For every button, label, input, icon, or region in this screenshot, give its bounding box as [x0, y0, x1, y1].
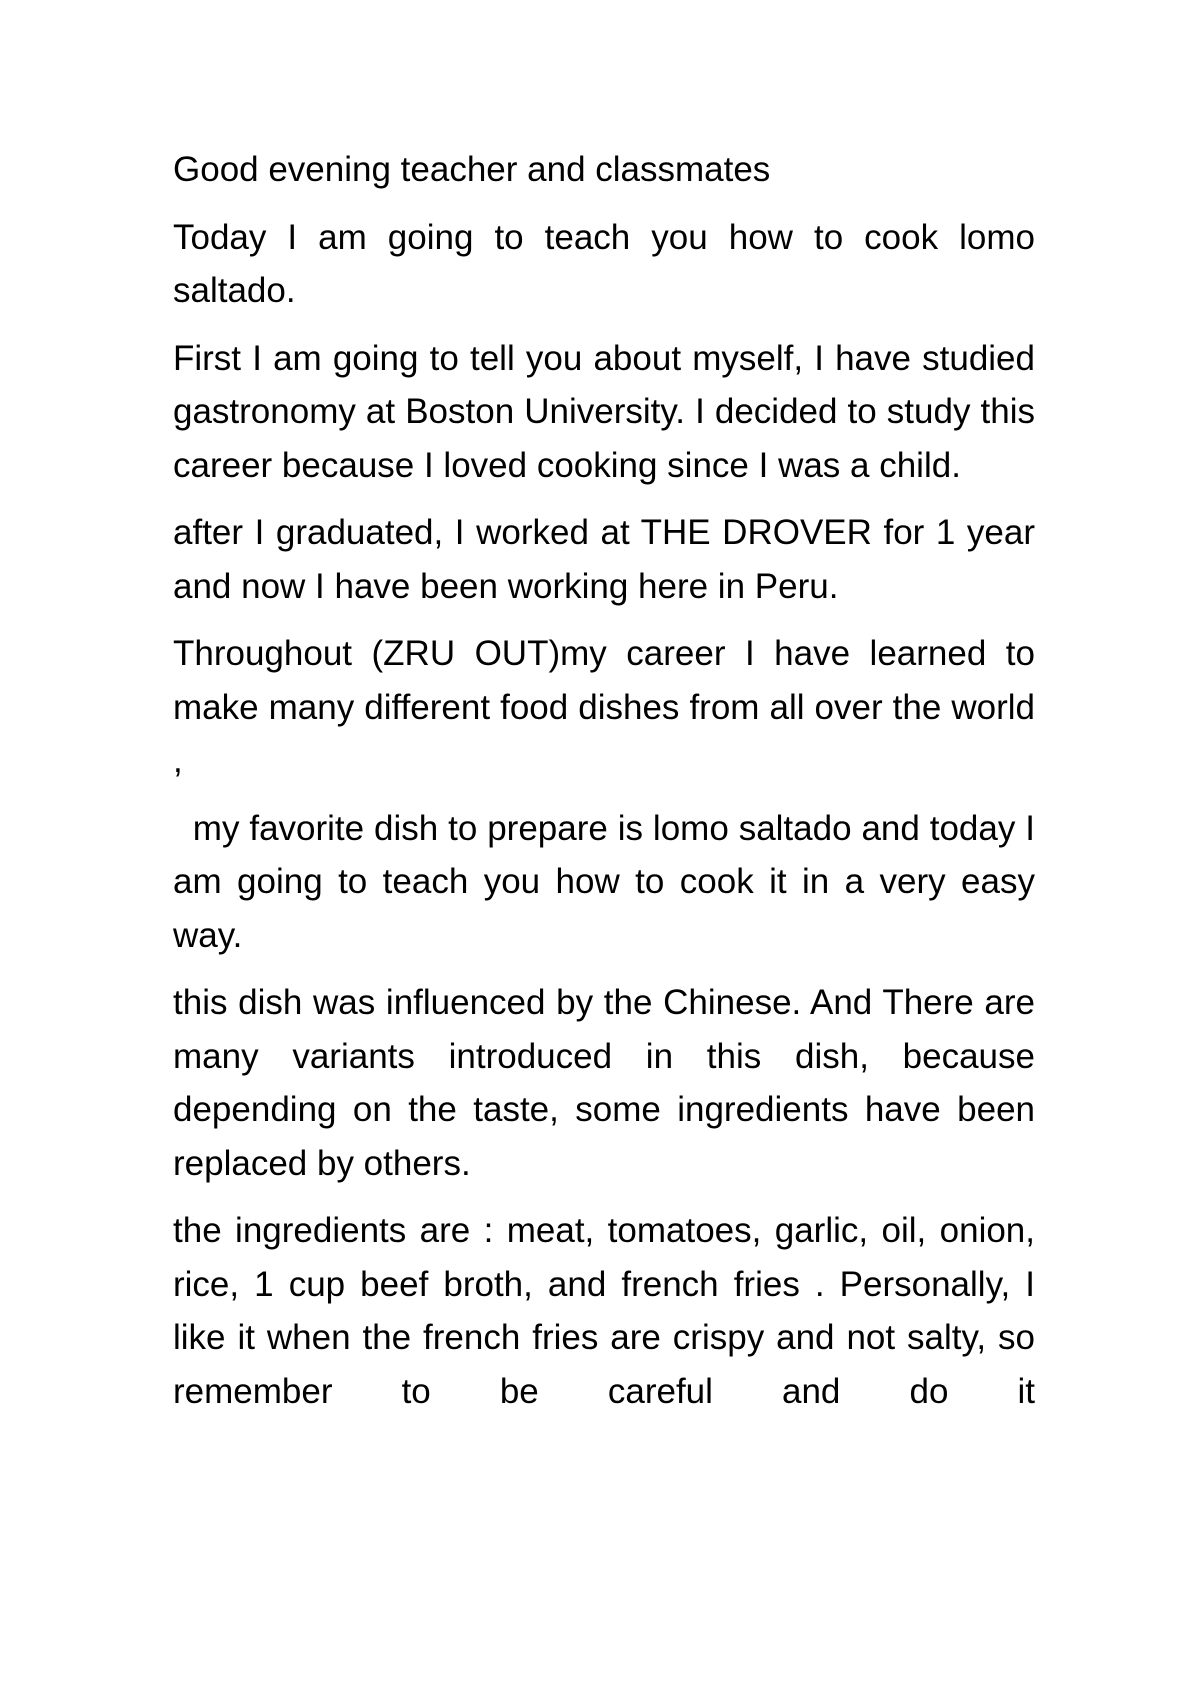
- paragraph-about-myself: First I am going to tell you about myself, I have studied gastronomy at Boston University. I decided to study this career because I loved cooking since I was a child.: [173, 338, 1035, 485]
- paragraph-intro: Today I am going to teach you how to cook lomo saltado.: [173, 217, 1035, 310]
- paragraph-dish-history: this dish was influenced by the Chinese. And There are many variants introduced in this dish, because depending on the taste, some ingredients have been replaced by others.: [173, 983, 1035, 1183]
- paragraph-greeting: Good evening teacher and classmates: [173, 150, 771, 189]
- document-body: [173, 143, 1035, 1432]
- paragraph-career: Throughout (ZRU OUT)my career I have learned to make many different food dishes from all over the world ,: [173, 634, 1035, 780]
- paragraph-favorite-dish: my favorite dish to prepare is lomo saltado and today I am going to teach you how to cook it in a very easy way.: [173, 808, 1035, 955]
- paragraph-ingredients: the ingredients are : meat, tomatoes, garlic, oil, onion, rice, 1 cup beef broth, and french fries . Personally, I like it when the french fries are crispy and not salty, so remember to be careful and do it: [173, 1211, 1035, 1411]
- paragraph-work-history: after I graduated, I worked at THE DROVER for 1 year and now I have been working here in Peru.: [173, 513, 1035, 606]
